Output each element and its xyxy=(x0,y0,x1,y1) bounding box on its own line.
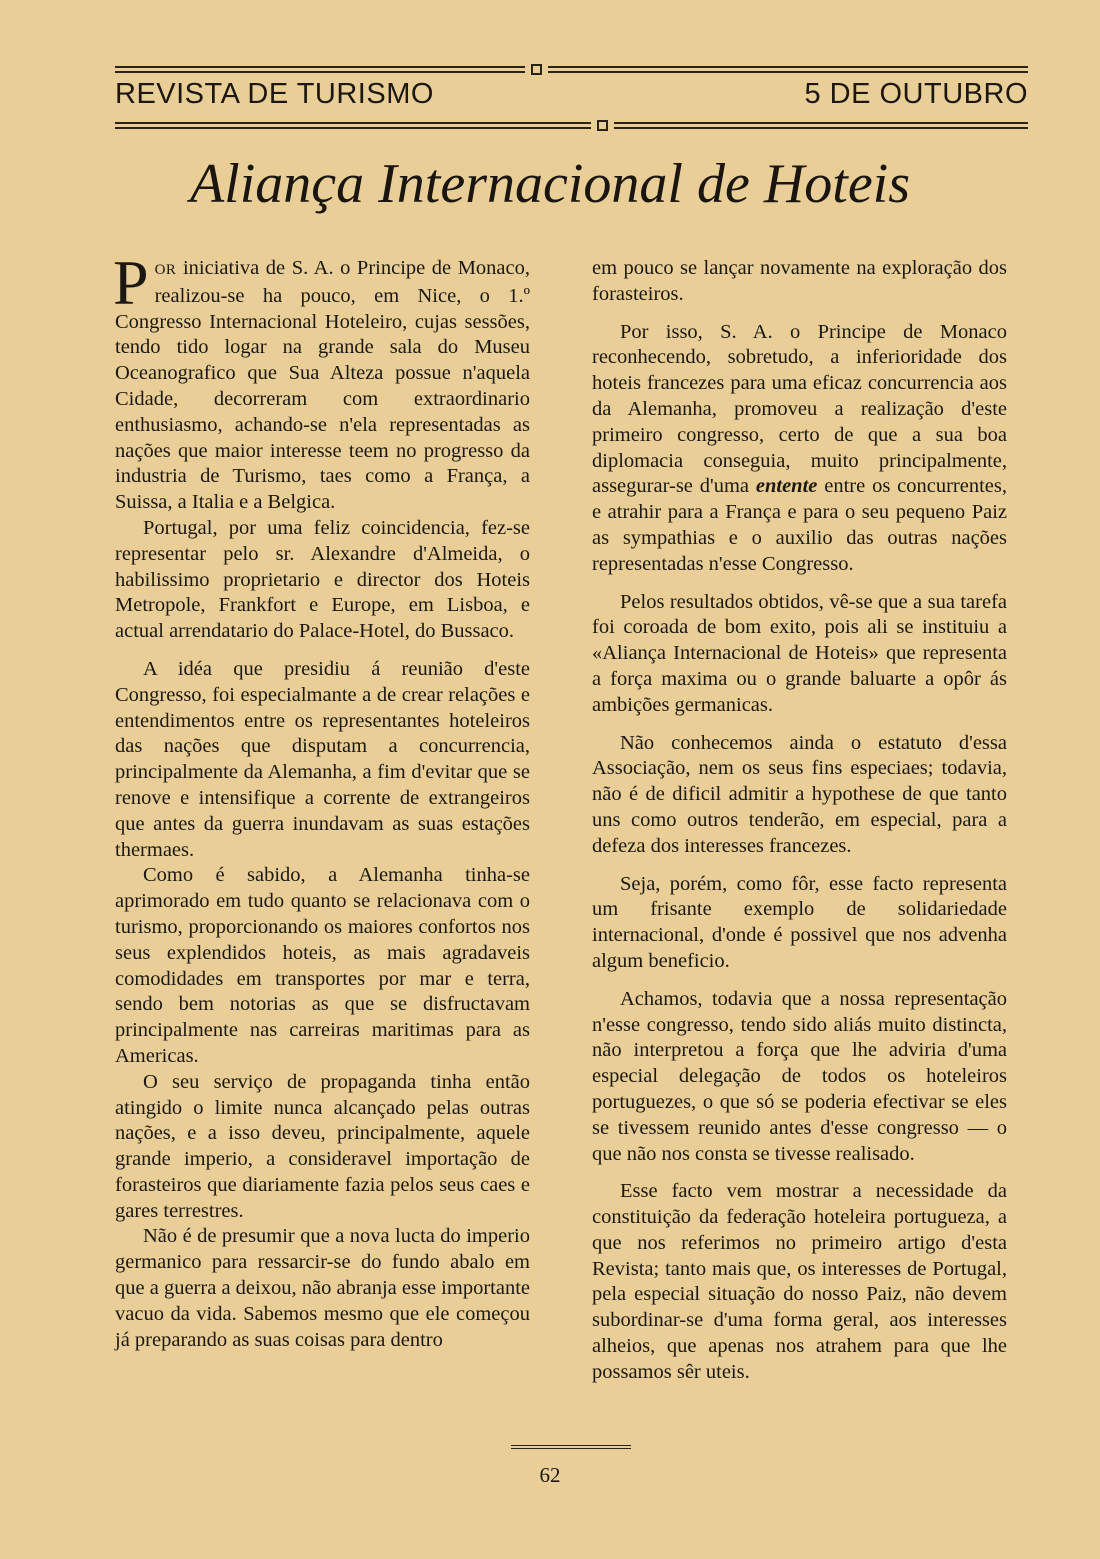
article-paragraph: Achamos, todavia que a nossa representação n'esse congresso, tendo sido aliás muito distincta, não interpretou a força que lhe adviria d'uma especial delegação de todos os hoteleiros portuguezes, o que só se poderia efectivar se eles se tivessem reunido antes d'esse congresso — o que não nos consta se tivesse realisado. xyxy=(592,987,1007,1165)
drop-cap: P xyxy=(113,247,149,318)
article-paragraph: em pouco se lançar novamente na exploração dos forasteiros. xyxy=(592,257,1007,305)
article-paragraph xyxy=(592,320,1007,578)
article-paragraph: A idéa que presidiu á reunião d'este Congresso, foi especialmante a de crear relações e entendimentos entre os representantes hoteleiros das nações que disputam a concurrencia, principalmente da Alemanha, a fim d'evitar que se renove e intensifique a corrente de extrangeiros que antes da guerra inundavam as suas estações thermaes. xyxy=(115,657,530,861)
article-paragraph: Pelos resultados obtidos, vê-se que a sua tarefa foi coroada de bom exito, pois ali se instituiu a «Aliança Internacional de Hoteis» que representa a força maxima ou o grande baluarte a opôr ás ambições germanicas. xyxy=(592,590,1007,716)
header-top-rule-left xyxy=(115,66,525,73)
article-paragraph xyxy=(113,247,530,516)
article-column-right xyxy=(592,256,1007,1386)
header-bottom-ornament xyxy=(597,120,608,131)
header-top-ornament xyxy=(531,64,542,75)
header-top-rule-right xyxy=(548,66,1028,73)
article-title: Aliança Internacional de Hoteis xyxy=(189,153,911,215)
footer-rule xyxy=(511,1445,631,1449)
article-paragraph: Como é sabido, a Alemanha tinha-se aprimorado em tudo quanto se relacionava com o turismo, proporcionando os maiores confortos nos seus explendidos hoteis, as mais agradaveis comodidades em transportes por mar e terra, sendo bem notorias as que se disfructavam principalmente nas carreiras maritimas para as Americas. xyxy=(115,864,530,1067)
article-paragraph: Não é de presumir que a nova lucta do imperio germanico para ressarcir-se do fundo abalo em que a guerra a deixou, não abranja esse importante vacuo da vida. Sabemos mesmo que ele começou já preparando as suas coisas para dentro xyxy=(115,1225,530,1351)
article-paragraph: Esse facto vem mostrar a necessidade da constituição da federação hoteleira portugueza, a que nos referimos no primeiro artigo d'esta Revista; tanto mais que, os interesses de Portugal, pela especial situação do nosso Paiz, não devem subordinar-se d'uma forma geral, aos interesses alheios, que apenas nos atrahem para que lhe possamos sêr uteis. xyxy=(592,1180,1007,1383)
paragraph-text: entre os concurrentes, e atrahir para a França e para o seu pequeno Paiz as sympathias e o auxilio das outras nações representadas n'esse Congresso. xyxy=(592,475,1008,575)
header-bottom-rule-left xyxy=(115,122,591,129)
issue-date: 5 DE OUTUBRO xyxy=(804,78,1028,110)
magazine-name: REVISTA DE TURISMO xyxy=(115,78,434,110)
italic-word: entente xyxy=(755,475,818,498)
article-paragraph: O seu serviço de propaganda tinha então atingido o limite nunca alcançado pelas outras nações, e a isso deveu, principalmente, aquele grande imperio, a consideravel importação de forasteiros que diariamente fazia pelos seus caes e gares terrestres. xyxy=(115,1070,530,1222)
article-paragraph: Portugal, por uma feliz coincidencia, fez-se representar pelo sr. Alexandre d'Almeida, o habilissimo proprietario e director dos Hoteis Metropole, Frankfort e Europe, em Lisboa, e actual arrendatario do Palace-Hotel, do Bussaco. xyxy=(115,516,530,643)
header-bottom-rule-right xyxy=(614,122,1028,129)
article-column-left xyxy=(113,247,530,1353)
paragraph-text: Por isso, S. A. o Principe de Monaco reconhecendo, sobretudo, a inferioridade dos hoteis francezes para uma eficaz concurrencia aos da Alemanha, promoveu a realização d'este primeiro congresso, certo de que a sua boa diplomacia conseguia, muito principalmente, assegurar-se d'uma xyxy=(592,320,1007,498)
article-paragraph: Não conhecemos ainda o estatuto d'essa Associação, nem os seus fins especiaes; todavia, não é de dificil admitir a hypothese de que tanto uns como outros tenderão, em especial, para a defeza dos interesses francezes. xyxy=(592,731,1007,857)
page-number: 62 xyxy=(539,1463,561,1487)
small-caps-lead: OR xyxy=(154,262,177,278)
paragraph-text: iniciativa de S. A. o Principe de Monaco, realizou-se ha pouco, em Nice, o 1.º Congresso Internacional Hoteleiro, cujas sessões, tendo tido logar na grande sala do Museu Oceanografico que Sua Alteza possue n'aquela Cidade, decorreram com extraordinario enthusiasmo, achando-se n'ela representadas as nações que maior interesse teem no progresso da industria de Turismo, taes como a França, a Suissa, a Italia e a Belgica. xyxy=(115,257,530,514)
article-paragraph: Seja, porém, como fôr, esse facto representa um frisante exemplo de solidariedade internacional, d'onde é possivel que nos advenha algum beneficio. xyxy=(592,872,1007,972)
